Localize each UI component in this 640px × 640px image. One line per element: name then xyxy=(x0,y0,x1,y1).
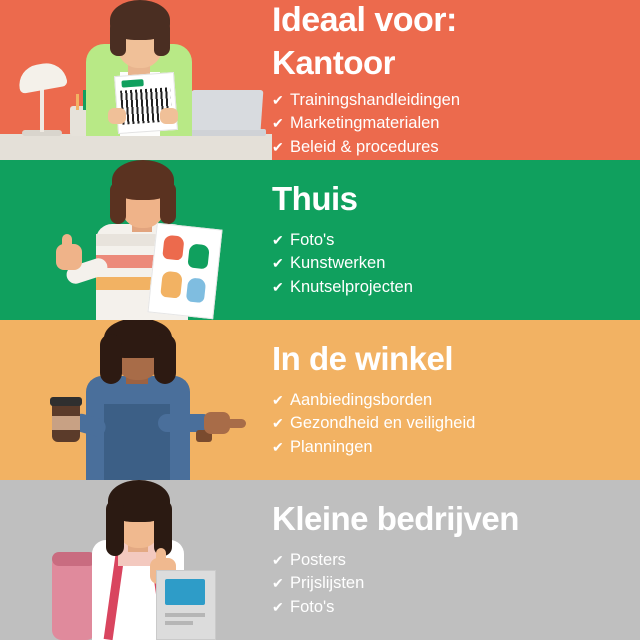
list-item xyxy=(272,596,640,619)
bullet-label: Foto's xyxy=(290,231,335,250)
list-item xyxy=(272,229,640,252)
business-bullet-list xyxy=(272,549,640,619)
office-text-column xyxy=(272,0,640,160)
store-bullet-list xyxy=(272,389,640,459)
check-icon: ✔ xyxy=(272,278,284,295)
pen-orange-icon xyxy=(76,94,79,110)
girl-hair-left xyxy=(110,182,126,224)
clerk-hair-right xyxy=(154,334,176,384)
woman-right-hand xyxy=(160,108,178,124)
desk-surface xyxy=(0,134,272,160)
store-text-column xyxy=(272,320,640,480)
woman-hair-left xyxy=(110,20,126,56)
check-icon: ✔ xyxy=(272,598,284,615)
handprint-green-icon xyxy=(187,243,209,269)
woman-hair-right xyxy=(154,20,170,56)
bullet-label: Aanbiedingsborden xyxy=(290,391,433,410)
office-heading: Kantoor xyxy=(272,43,395,81)
yoga-mat xyxy=(52,554,96,640)
bag-line-1 xyxy=(165,613,205,617)
document-logo xyxy=(121,79,143,88)
check-icon: ✔ xyxy=(272,138,284,155)
check-icon: ✔ xyxy=(272,552,284,569)
office-bullet-list xyxy=(272,89,640,159)
bullet-label: Planningen xyxy=(290,437,373,456)
pointing-finger-icon xyxy=(226,419,246,428)
desk-lamp-shade xyxy=(16,60,68,94)
store-heading: In de winkel xyxy=(272,339,454,377)
business-text-column xyxy=(272,480,640,640)
section-store xyxy=(0,320,640,480)
check-icon: ✔ xyxy=(272,115,284,132)
laptop-base xyxy=(180,129,266,136)
handprint-blue-icon xyxy=(186,277,206,303)
laptop-screen xyxy=(189,90,264,130)
section-home xyxy=(0,160,640,320)
coffee-cup-sleeve xyxy=(52,416,80,430)
girl-hair-right xyxy=(160,182,176,224)
bullet-label: Foto's xyxy=(290,597,335,616)
home-text-column xyxy=(272,160,640,320)
handprint-orange-icon xyxy=(160,271,183,299)
bullet-label: Knutselprojecten xyxy=(290,277,413,296)
section-office xyxy=(0,0,640,160)
shopping-bag xyxy=(156,570,216,640)
list-item xyxy=(272,252,640,275)
thumbs-up-icon xyxy=(62,234,72,250)
list-item xyxy=(272,412,640,435)
list-item xyxy=(272,572,640,595)
handprint-artwork xyxy=(147,223,222,319)
bullet-label: Kunstwerken xyxy=(290,254,386,273)
desk-lamp-stem xyxy=(40,86,44,132)
list-item xyxy=(272,389,640,412)
bullet-label: Beleid & procedures xyxy=(290,137,439,156)
yoga-mat-top xyxy=(52,552,96,566)
printed-document xyxy=(114,72,178,134)
bullet-label: Posters xyxy=(290,551,346,570)
list-item xyxy=(272,436,640,459)
check-icon: ✔ xyxy=(272,255,284,272)
woman-left-hand xyxy=(108,108,126,124)
store-illustration xyxy=(0,320,272,480)
owner-hair-left xyxy=(106,500,124,556)
check-icon: ✔ xyxy=(272,575,284,592)
check-icon: ✔ xyxy=(272,232,284,249)
thumbs-up-icon xyxy=(156,548,166,564)
business-heading: Kleine bedrijven xyxy=(272,499,519,537)
list-item xyxy=(272,112,640,135)
home-bullet-list xyxy=(272,229,640,299)
handprint-red-icon xyxy=(162,235,184,261)
poster-headline: Ideaal voor: xyxy=(272,1,457,39)
coffee-cup-lid xyxy=(50,397,82,406)
list-item xyxy=(272,136,640,159)
section-small-business xyxy=(0,480,640,640)
bag-line-2 xyxy=(165,621,193,625)
check-icon: ✔ xyxy=(272,438,284,455)
home-heading: Thuis xyxy=(272,179,358,217)
bullet-label: Marketingmaterialen xyxy=(290,114,440,133)
bullet-label: Prijslijsten xyxy=(290,574,365,593)
bag-label xyxy=(165,579,205,605)
business-illustration xyxy=(0,480,272,640)
home-illustration xyxy=(0,160,272,320)
bullet-label: Trainingshandleidingen xyxy=(290,91,461,110)
check-icon: ✔ xyxy=(272,92,284,109)
check-icon: ✔ xyxy=(272,392,284,409)
office-illustration xyxy=(0,0,272,160)
list-item xyxy=(272,89,640,112)
check-icon: ✔ xyxy=(272,415,284,432)
clerk-hair-left xyxy=(100,334,122,384)
bullet-label: Gezondheid en veiligheid xyxy=(290,414,476,433)
list-item xyxy=(272,276,640,299)
list-item xyxy=(272,549,640,572)
